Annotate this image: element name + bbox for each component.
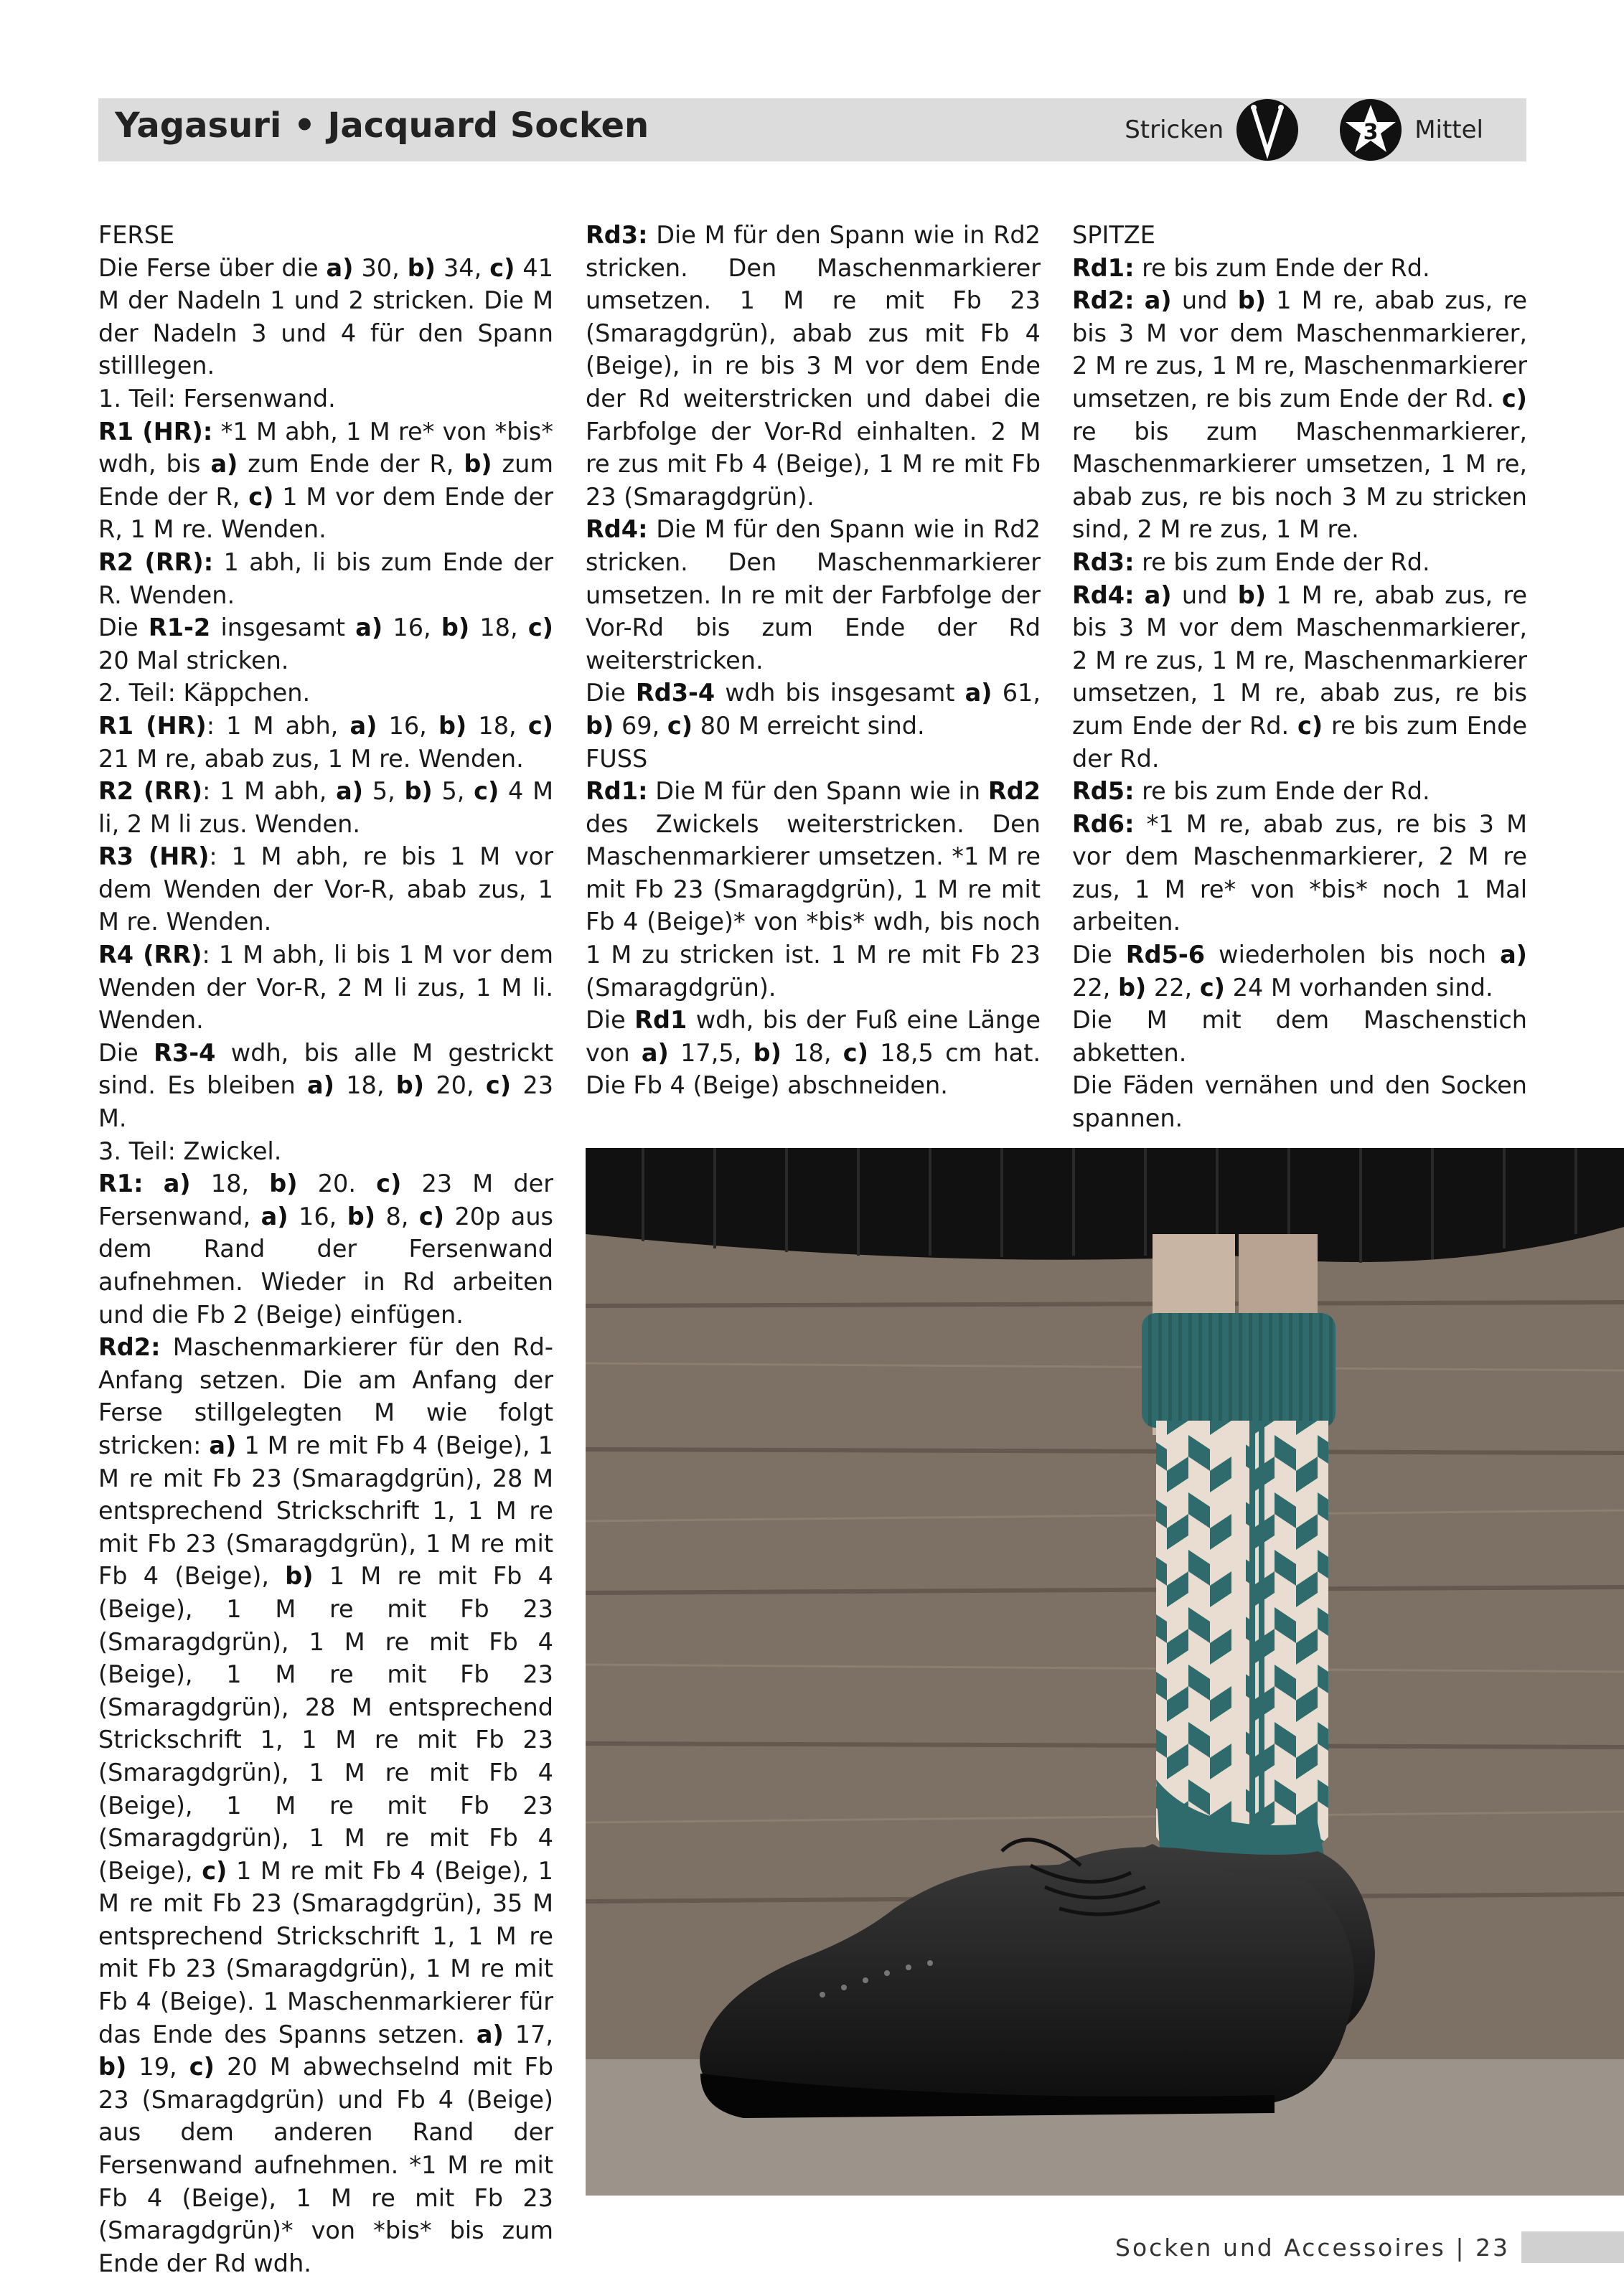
bold-label: R1: bbox=[98, 1170, 144, 1198]
body-text: 16, bbox=[288, 1202, 347, 1231]
body-text: 17,5, bbox=[668, 1038, 754, 1067]
body-text: Die bbox=[98, 613, 149, 642]
bold-label: c) bbox=[418, 1202, 445, 1231]
craft-label: Stricken bbox=[1125, 116, 1224, 144]
bold-label: a) bbox=[261, 1202, 288, 1231]
body-text: 16, bbox=[382, 613, 441, 642]
body-text: 1 M re mit Fb 4 (Beige), 1 M re mit Fb 23 (Smaragdgrün), 1 M re mit Fb 4 (Beige), 1 M re mit Fb 23 (Smaragdgrün), 28 M entsprechend Strickschrift 1, 1 M re mit Fb 23 (Smaragdgrün), 1 M re mit Fb 4 (Beige), 1 M re mit Fb 23 (Smaragdgrün), 1 M re mit Fb 4 (Beige), bbox=[98, 1562, 553, 1885]
heading-text: FUSS bbox=[586, 744, 648, 773]
heading-text: SPITZE bbox=[1072, 221, 1155, 249]
bold-label: c) bbox=[1199, 973, 1225, 1002]
body-text: Die bbox=[1072, 941, 1126, 969]
body-text: Die M für den Spann wie in bbox=[647, 777, 988, 806]
instruction-paragraph bbox=[586, 677, 1041, 742]
section-heading bbox=[586, 743, 1041, 776]
body-text: 20 M abwechselnd mit Fb 23 (Smaragdgrün) und Fb 4 (Beige) aus dem anderen Rand der Fersenwand aufnehmen. *1 M re mit Fb 4 (Beige), 1 M re mit Fb 23 (Smaragdgrün)* von *bis* bis zum Ende der Rd wdh. bbox=[98, 2053, 553, 2277]
body-text: insgesamt bbox=[210, 613, 356, 642]
body-text: 30, bbox=[353, 253, 408, 282]
body-text: 1 M re mit Fb 4 (Beige), 1 M re mit Fb 23 (Smaragdgrün), 28 M entsprechend Strickschrift 1, 1 M re mit Fb 23 (Smaragdgrün), 1 M re mit Fb 4 (Beige), bbox=[98, 1431, 553, 1591]
body-text: Maschenmarkierer für den Rd-Anfang setzen. Die am Anfang der Ferse stillgelegten M wie folgt stricken: bbox=[98, 1333, 553, 1459]
page-footer bbox=[1115, 2230, 1624, 2264]
instruction-paragraph bbox=[98, 415, 553, 546]
body-text: : 1 M abh, bbox=[206, 711, 350, 740]
section-heading bbox=[98, 219, 553, 252]
sock-photo bbox=[586, 1148, 1624, 2196]
page-title: Yagasuri • Jacquard Socken bbox=[115, 105, 649, 146]
instructions-column-3 bbox=[1072, 219, 1527, 1135]
section-heading bbox=[1072, 219, 1527, 252]
body-text: 18, bbox=[466, 711, 528, 740]
bold-label: Rd4: bbox=[1072, 580, 1135, 609]
body-text: re bis zum Ende der Rd. bbox=[1134, 547, 1430, 576]
body-text: 4 M li, 2 M li zus. Wenden. bbox=[98, 777, 553, 838]
body-text: 20. bbox=[297, 1170, 377, 1198]
level-number: 3 bbox=[1363, 120, 1379, 145]
body-text: : 1 M abh, bbox=[202, 777, 337, 806]
bold-label: a) bbox=[964, 679, 992, 707]
bold-label: b) bbox=[1237, 286, 1267, 315]
bold-label: c) bbox=[474, 777, 499, 806]
section-heading bbox=[98, 382, 553, 415]
body-text: 18, bbox=[781, 1038, 843, 1067]
instruction-paragraph bbox=[1072, 1069, 1527, 1134]
bold-label: b) bbox=[1117, 973, 1147, 1002]
instruction-paragraph bbox=[98, 252, 553, 382]
body-text: Die bbox=[98, 1038, 154, 1067]
instruction-paragraph bbox=[1072, 808, 1527, 938]
body-text: 8, bbox=[375, 1202, 419, 1231]
instruction-paragraph bbox=[1072, 775, 1527, 808]
heading-text: FERSE bbox=[98, 221, 175, 249]
footer-bar bbox=[1521, 2231, 1624, 2263]
body-text: 18,5 cm hat. Die Fb 4 (Beige) abschneiden. bbox=[586, 1038, 1041, 1100]
body-text: 22, bbox=[1146, 973, 1200, 1002]
body-text: 18, bbox=[334, 1071, 396, 1100]
instruction-paragraph bbox=[98, 710, 553, 775]
body-text: 5, bbox=[363, 777, 405, 806]
body-text: wdh bis insgesamt bbox=[715, 679, 965, 707]
body-text: re bis zum Maschenmarkierer, Maschenmarkierer umsetzen, 1 M re, abab zus, re bis noch 3 M zu stricken sind, 2 M re zus, 1 M re. bbox=[1072, 417, 1527, 544]
bold-label: R3 (HR) bbox=[98, 842, 210, 871]
socks-and-shoes-image bbox=[586, 1148, 1624, 2196]
bold-label: c) bbox=[527, 711, 553, 740]
bold-label: R4 (RR) bbox=[98, 941, 202, 969]
bold-label: c) bbox=[1297, 711, 1323, 740]
bold-label: a) bbox=[209, 1431, 237, 1459]
body-text bbox=[1134, 286, 1144, 314]
bold-label: b) bbox=[407, 253, 436, 282]
heading-text: 3. Teil: Zwickel. bbox=[98, 1137, 282, 1165]
body-text: zum Ende der R, bbox=[98, 450, 553, 511]
bold-label: Rd1 bbox=[634, 1006, 687, 1035]
instruction-paragraph bbox=[1072, 1004, 1527, 1069]
bold-label: b) bbox=[285, 1562, 314, 1591]
footer-section: Socken und Accessoires bbox=[1115, 2233, 1446, 2262]
knitting-needles-icon bbox=[1236, 99, 1298, 161]
instruction-paragraph bbox=[98, 1037, 553, 1135]
bold-label: Rd1: bbox=[586, 777, 648, 806]
bold-label: Rd4: bbox=[586, 515, 648, 544]
body-text: zum Ende der R, bbox=[238, 450, 464, 479]
bold-label: a) bbox=[641, 1038, 669, 1067]
body-text bbox=[1134, 581, 1144, 609]
instruction-paragraph bbox=[98, 546, 553, 611]
bold-label: R1 (HR): bbox=[98, 417, 213, 446]
body-text: wdh, bis der Fuß eine Länge von bbox=[586, 1006, 1041, 1067]
body-text: 17, bbox=[503, 2020, 553, 2048]
bold-label: b) bbox=[269, 1170, 298, 1198]
bold-label: a) bbox=[306, 1071, 334, 1100]
bold-label: b) bbox=[1237, 580, 1267, 609]
body-text: des Zwickels weiterstricken. Den Maschenmarkierer umsetzen. *1 M re mit Fb 23 (Smaragdgrün), 1 M re mit Fb 4 (Beige)* von *bis* wdh, bis noch 1 M zu stricken ist. 1 M re mit Fb 23 (Smaragdgrün). bbox=[586, 809, 1041, 1002]
bold-label: a) bbox=[336, 777, 364, 806]
body-text: Die M für den Spann wie in Rd2 stricken. Den Maschenmarkierer umsetzen. In re mit der Farbfolge der Vor-Rd bis zum Ende der Rd weiterstricken. bbox=[586, 515, 1041, 674]
bold-label: b) bbox=[441, 613, 470, 642]
section-heading bbox=[98, 1135, 553, 1168]
body-text: *1 M re, abab zus, re bis 3 M vor dem Maschenmarkierer, 2 M re zus, 1 M re* von *bis* noch 1 Mal arbeiten. bbox=[1072, 809, 1527, 936]
star-level-icon bbox=[1340, 99, 1402, 161]
body-text: 20p aus dem Rand der Fersenwand aufnehmen. Wieder in Rd arbeiten und die Fb 2 (Beige) einfügen. bbox=[98, 1202, 554, 1329]
instruction-paragraph bbox=[586, 513, 1041, 677]
instruction-paragraph bbox=[586, 1004, 1041, 1102]
instruction-paragraph bbox=[586, 775, 1041, 1004]
body-text: : 1 M abh, re bis 1 M vor dem Wenden der Vor-R, abab zus, 1 M re. Wenden. bbox=[98, 842, 553, 936]
bold-label: c) bbox=[189, 2053, 215, 2081]
bold-label: b) bbox=[753, 1038, 782, 1067]
body-text: 1 M re mit Fb 4 (Beige), 1 M re mit Fb 23 (Smaragdgrün), 35 M entsprechend Strickschrift 1, 1 M re mit Fb 23 (Smaragdgrün), 1 M re mit Fb 4 (Beige). 1 Maschenmarkierer für das Ende des Spanns setzen. bbox=[98, 1856, 553, 2048]
body-text: 1 M re, abab zus, re bis 3 M vor dem Maschenmarkierer, 2 M re zus, 1 M re, Maschenmarkierer umsetzen, 1 M re, abab zus, re bis zum Ende der Rd. bbox=[1072, 580, 1527, 740]
bold-label: a) bbox=[355, 613, 383, 642]
body-text: 22, bbox=[1072, 973, 1118, 1002]
instruction-paragraph bbox=[98, 840, 553, 938]
bold-label: b) bbox=[464, 450, 492, 479]
bold-label: Rd3: bbox=[586, 221, 648, 249]
instruction-paragraph bbox=[98, 1167, 553, 1331]
bold-label: R2 (RR): bbox=[98, 547, 214, 576]
body-text: wdh, bis alle M gestrickt sind. Es bleiben bbox=[98, 1038, 553, 1100]
bold-label: b) bbox=[347, 1202, 376, 1231]
body-text: 23 M der Fersenwand, bbox=[98, 1170, 554, 1231]
bold-label: b) bbox=[586, 711, 614, 740]
bold-label: Rd5-6 bbox=[1125, 941, 1206, 969]
body-text: 20 Mal stricken. bbox=[98, 646, 289, 674]
bold-label: c) bbox=[1501, 384, 1527, 413]
bold-label: a) bbox=[326, 253, 354, 282]
bold-label: Rd5: bbox=[1072, 777, 1135, 806]
body-text: re bis zum Ende der Rd. bbox=[1072, 711, 1527, 773]
body-text: re bis zum Ende der Rd. bbox=[1134, 777, 1430, 806]
bold-label: R1-2 bbox=[148, 613, 211, 642]
bold-label: a) bbox=[349, 711, 377, 740]
section-heading bbox=[98, 677, 553, 710]
bold-label: a) bbox=[210, 450, 238, 479]
body-text: 80 M erreicht sind. bbox=[693, 711, 925, 740]
instruction-paragraph bbox=[1072, 938, 1527, 1004]
bold-label: b) bbox=[395, 1071, 425, 1100]
bold-label: c) bbox=[842, 1038, 868, 1067]
bold-label: c) bbox=[527, 613, 553, 642]
instruction-paragraph bbox=[1072, 284, 1527, 546]
body-text: und bbox=[1171, 580, 1238, 609]
instruction-paragraph bbox=[586, 219, 1041, 513]
bold-label: a) bbox=[163, 1170, 191, 1198]
body-text: : 1 M abh, li bis 1 M vor dem Wenden der Vor-R, 2 M li zus, 1 M li. Wenden. bbox=[98, 941, 553, 1035]
body-text: Die M mit dem Maschenstich abketten. bbox=[1072, 1006, 1527, 1067]
bold-label: a) bbox=[1144, 580, 1172, 609]
instruction-paragraph bbox=[1072, 252, 1527, 285]
body-text bbox=[144, 1170, 164, 1198]
page-number: 23 bbox=[1475, 2233, 1510, 2262]
bold-label: c) bbox=[376, 1170, 402, 1198]
body-text: *1 M abh, 1 M re* von *bis* wdh, bis bbox=[98, 417, 553, 479]
body-text: wiederholen bis noch bbox=[1205, 941, 1501, 969]
bold-label: Rd3-4 bbox=[635, 679, 715, 707]
body-text: 1 abh, li bis zum Ende der R. Wenden. bbox=[98, 547, 553, 609]
instruction-paragraph bbox=[98, 938, 553, 1037]
instruction-paragraph bbox=[98, 775, 553, 840]
bold-label: R2 (RR) bbox=[98, 777, 203, 806]
bold-label: Rd3: bbox=[1072, 547, 1135, 576]
body-text: 69, bbox=[614, 711, 667, 740]
body-text: 23 M. bbox=[98, 1071, 554, 1133]
bold-label: Rd2: bbox=[1072, 286, 1135, 315]
bold-label: Rd1: bbox=[1072, 253, 1135, 282]
footer-separator: | bbox=[1455, 2233, 1466, 2262]
page-header bbox=[98, 98, 1526, 161]
bold-label: b) bbox=[438, 711, 467, 740]
body-text: Die M für den Spann wie in Rd2 stricken. Den Maschenmarkierer umsetzen. 1 M re mit Fb 23 (Smaragdgrün), abab zus mit Fb 4 (Beige), in re bis 3 M vor dem Ende der Rd weiterstricken und dabei die Farbfolge der Vor-Rd einhalten. 2 M re zus mit Fb 4 (Beige), 1 M re mit Fb 23 (Smaragdgrün). bbox=[586, 221, 1041, 511]
body-text: Die bbox=[586, 679, 636, 707]
bold-label: c) bbox=[202, 1856, 227, 1885]
heading-text: 2. Teil: Käppchen. bbox=[98, 679, 311, 707]
instruction-paragraph bbox=[1072, 546, 1527, 579]
bold-label: c) bbox=[667, 711, 693, 740]
body-text: 1 M vor dem Ende der R, 1 M re. Wenden. bbox=[98, 482, 553, 544]
body-text: 61, bbox=[992, 679, 1041, 707]
bold-label: R3-4 bbox=[154, 1038, 216, 1067]
instruction-paragraph bbox=[1072, 579, 1527, 776]
bold-label: Rd2: bbox=[98, 1333, 161, 1362]
bold-label: c) bbox=[489, 253, 515, 282]
instructions-column-2 bbox=[586, 219, 1041, 1102]
instruction-paragraph bbox=[98, 611, 553, 677]
body-text: 24 M vorhanden sind. bbox=[1224, 973, 1493, 1002]
bold-label: a) bbox=[1500, 941, 1527, 969]
bold-label: c) bbox=[485, 1071, 512, 1100]
instruction-paragraph bbox=[98, 1331, 553, 2279]
body-text: 20, bbox=[424, 1071, 486, 1100]
bold-label: R1 (HR) bbox=[98, 711, 207, 740]
instructions-column-1 bbox=[98, 219, 553, 2279]
bold-label: Rd2 bbox=[987, 777, 1041, 806]
bold-label: b) bbox=[98, 2053, 127, 2081]
body-text: 18, bbox=[469, 613, 528, 642]
body-text: re bis zum Ende der Rd. bbox=[1134, 253, 1430, 282]
level-label: Mittel bbox=[1414, 116, 1483, 144]
header-meta bbox=[1125, 98, 1483, 161]
body-text: 21 M re, abab zus, 1 M re. Wenden. bbox=[98, 744, 524, 773]
body-text: Die Ferse über die bbox=[98, 253, 327, 282]
bold-label: Rd6: bbox=[1072, 809, 1135, 838]
body-text: 19, bbox=[126, 2053, 189, 2081]
body-text: 5, bbox=[432, 777, 474, 806]
bold-label: a) bbox=[476, 2020, 504, 2048]
body-text: 18, bbox=[190, 1170, 270, 1198]
body-text: Die bbox=[586, 1006, 635, 1035]
body-text: und bbox=[1171, 286, 1238, 315]
body-text: Die Fäden vernähen und den Socken spannen. bbox=[1072, 1071, 1527, 1133]
body-text: 34, bbox=[436, 253, 490, 282]
body-text: 1 M re, abab zus, re bis 3 M vor dem Maschenmarkierer, 2 M re zus, 1 M re, Maschenmarkierer umsetzen, re bis zum Ende der Rd. bbox=[1072, 286, 1527, 413]
bold-label: c) bbox=[248, 482, 274, 511]
bold-label: b) bbox=[404, 777, 433, 806]
body-text: 41 M der Nadeln 1 und 2 stricken. Die M der Nadeln 3 und 4 für den Spann stilllegen. bbox=[98, 253, 554, 380]
body-text: 16, bbox=[377, 711, 438, 740]
heading-text: 1. Teil: Fersenwand. bbox=[98, 384, 336, 413]
bold-label: a) bbox=[1144, 286, 1172, 315]
